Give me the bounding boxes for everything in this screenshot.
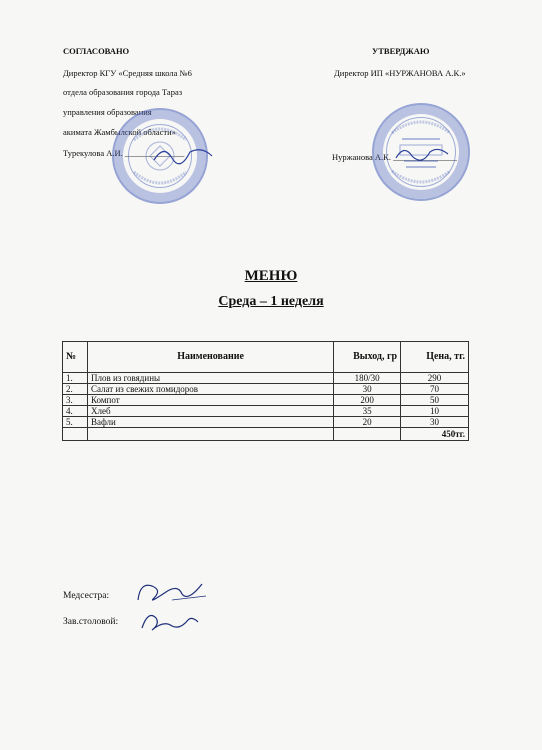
row-dish: Хлеб <box>87 406 333 417</box>
row-dish: Компот <box>87 395 333 406</box>
row-yield: 200 <box>334 395 401 406</box>
signature-left-icon <box>150 140 220 170</box>
approver-line-5: Турекулова А.И. ______________ <box>63 148 185 158</box>
row-dish: Салат из свежих помидоров <box>87 384 333 395</box>
approver-line-2: отдела образования города Тараз <box>63 87 183 97</box>
row-price: 30 <box>401 417 469 428</box>
row-yield: 180/30 <box>334 373 401 384</box>
canteen-head-label: Зав.столовой: <box>63 617 119 627</box>
row-number: 2. <box>63 384 88 395</box>
signature-right-icon <box>392 142 452 168</box>
row-yield: 35 <box>334 406 401 417</box>
row-number: 4. <box>63 406 88 417</box>
nurse-label: Медсестра: <box>63 591 110 601</box>
director-line-2: Нуржанова А.К. _______________ <box>332 152 457 162</box>
row-number: 5. <box>63 417 88 428</box>
table-row <box>63 384 469 395</box>
row-number: 3. <box>63 395 88 406</box>
approver-line-1: Директор КГУ «Средняя школа №6 <box>63 68 192 78</box>
col-header-yield: Выход, гр <box>334 342 401 373</box>
col-header-number: № <box>63 342 88 373</box>
approval-heading-left: СОГЛАСОВАНО <box>63 46 130 56</box>
table-row <box>63 406 469 417</box>
row-yield: 20 <box>334 417 401 428</box>
row-price: 50 <box>401 395 469 406</box>
canteen-signature-icon <box>134 606 204 636</box>
menu-table <box>62 341 469 441</box>
nurse-signature-icon <box>132 576 212 608</box>
row-price: 70 <box>401 384 469 395</box>
row-number: 1. <box>63 373 88 384</box>
approver-line-4: акимата Жамбылской области» <box>63 127 176 137</box>
approval-heading-right: УТВЕРДЖАЮ <box>372 46 430 56</box>
col-header-name: Наименование <box>87 342 333 373</box>
table-row <box>63 373 469 384</box>
row-dish: Вафли <box>87 417 333 428</box>
col-header-price: Цена, тг. <box>401 342 469 373</box>
approver-line-3: управления образования <box>63 107 152 117</box>
director-line-1: Директор ИП «НУРЖАНОВА А.К.» <box>334 68 466 78</box>
row-dish: Плов из говядины <box>87 373 333 384</box>
row-price: 290 <box>401 373 469 384</box>
table-total-row <box>63 428 469 441</box>
total-price: 450тг. <box>401 428 469 441</box>
table-row <box>63 417 469 428</box>
row-price: 10 <box>401 406 469 417</box>
table-header-row <box>63 342 469 373</box>
page-subtitle: Среда – 1 неделя <box>218 294 324 309</box>
row-yield: 30 <box>334 384 401 395</box>
page-title: МЕНЮ <box>244 268 298 284</box>
table-row <box>63 395 469 406</box>
